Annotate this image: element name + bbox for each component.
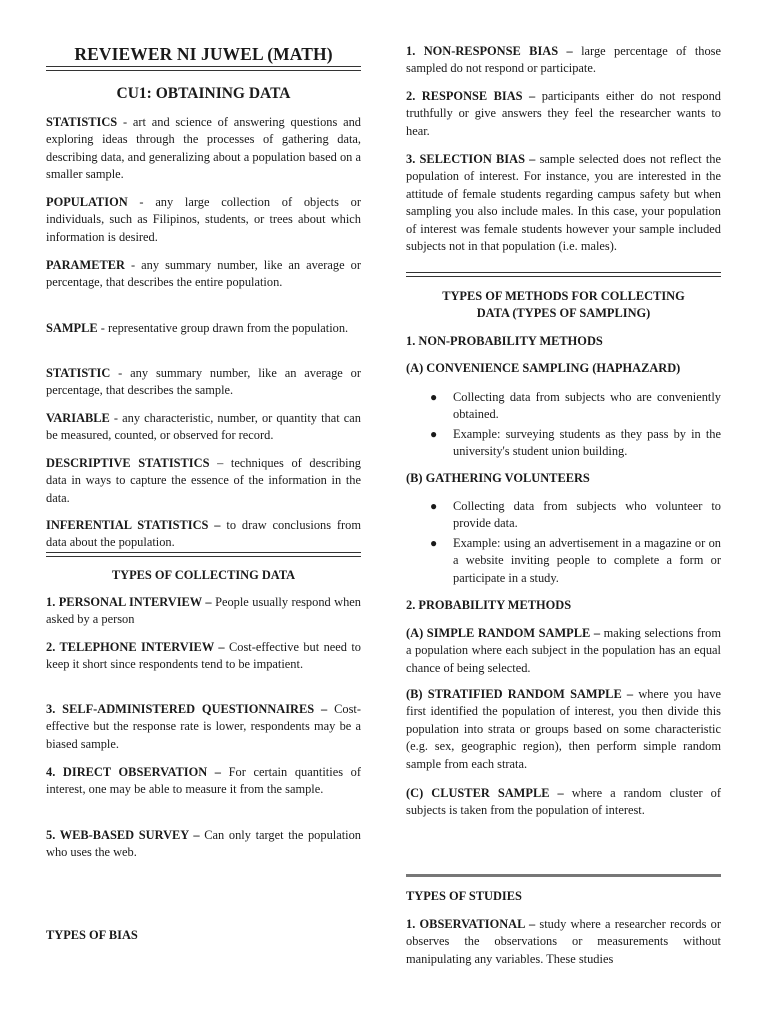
definition-term: INFERENTIAL STATISTICS – — [46, 518, 221, 532]
definition-population: POPULATION - any large collection of objects or individuals, such as Filipinos, students, or trees about which information is desired. — [46, 195, 362, 244]
prob-heading: 2. PROBABILITY METHODS — [406, 598, 572, 612]
definition-text: any summary number, like an average or percentage, that describes the sample. — [46, 366, 361, 398]
convenience-heading: (A) CONVENIENCE SAMPLING (HAPHAZARD) — [406, 361, 681, 375]
prob-method-text: where you have first identified the population of interest, you then divide this population into strata or groups based on some characteristic (e.g. sex, geographic region), then perform simple random sample from each strata. — [406, 687, 721, 771]
bullet-item: ● Example: using an advertisement in a magazine or on a website inviting people to complete a form or participate in a study. — [430, 535, 721, 585]
bias-term: 3. SELECTION BIAS – — [406, 152, 536, 166]
methods-heading-line-1: TYPES OF METHODS FOR COLLECTING — [442, 289, 685, 303]
prob-method-item — [406, 686, 721, 773]
bullet-icon: ● — [430, 426, 438, 441]
definition-sample: SAMPLE - representative group drawn from the population. — [46, 321, 349, 335]
bullet-item: ● Example: surveying students as they pass by in the university's student union building. — [430, 426, 721, 459]
section-divider — [406, 272, 721, 277]
definition-term: DESCRIPTIVE STATISTICS — [46, 456, 210, 470]
bias-item — [406, 88, 721, 140]
section-title: CU1: OBTAINING DATA — [116, 85, 291, 102]
bullet-item: ● Collecting data from subjects who volunteer to provide data. — [430, 499, 721, 531]
collecting-item — [46, 639, 361, 674]
page-title: REVIEWER NI JUWEL (MATH) — [74, 44, 333, 64]
volunteers-heading: (B) GATHERING VOLUNTEERS — [406, 471, 590, 485]
collecting-text: Can only target the population who uses the web. — [46, 828, 361, 860]
collecting-term: 5. WEB-BASED SURVEY – — [46, 828, 200, 842]
bias-term: 2. RESPONSE BIAS – — [406, 89, 536, 103]
prob-method-text: where a random cluster of subjects is taken from the population of interest. — [406, 786, 721, 818]
prob-method-item — [406, 625, 721, 677]
collecting-item — [46, 701, 361, 753]
bias-term: 1. NON-RESPONSE BIAS – — [406, 44, 573, 58]
prob-method-item — [406, 785, 721, 820]
collecting-term: 1. PERSONAL INTERVIEW – — [46, 595, 212, 609]
collecting-heading: TYPES OF COLLECTING DATA — [111, 568, 296, 582]
study-term: 1. OBSERVATIONAL – — [406, 917, 536, 931]
section-divider — [406, 874, 721, 877]
definition-text: any characteristic, number, or quantity that can be measured, counted, or observed for record. — [46, 411, 361, 443]
section-divider — [46, 552, 361, 557]
bias-text: large percentage of those sampled do not respond or participate. — [406, 44, 721, 76]
bias-item — [406, 43, 721, 78]
study-item — [406, 916, 721, 968]
bias-item — [406, 151, 721, 255]
definition-text: any summary number, like an average or percentage, that describes the entire population. — [46, 258, 361, 290]
definition-descriptive-statistics: DESCRIPTIVE STATISTICS – techniques of describing data in ways to capture the essence of the information in the data. — [46, 456, 361, 505]
definition-term: VARIABLE — [46, 411, 110, 425]
collecting-item — [46, 827, 361, 862]
definition-term: POPULATION — [46, 195, 128, 209]
nonprob-heading: 1. NON-PROBABILITY METHODS — [406, 334, 603, 348]
definition-term: PARAMETER — [46, 258, 125, 272]
collecting-item — [46, 594, 361, 629]
bullet-icon: ● — [430, 390, 438, 404]
definition-text: art and science of answering questions and exploring ideas through the processes of gathering data, describing data, and generalizing about a population based on a smaller sample. — [46, 115, 361, 182]
bullet-icon: ● — [430, 499, 438, 513]
collecting-text: Cost-effective but the response rate is lower, respondents may be a biased sample. — [46, 702, 361, 751]
definition-statistic: STATISTIC - any summary number, like an average or percentage, that describes the sample. — [46, 366, 361, 398]
collecting-text: Cost-effective but need to keep it short since respondents tend to be impatient. — [46, 640, 361, 672]
definition-variable: VARIABLE - any characteristic, number, or quantity that can be measured, counted, or observed for record. — [46, 411, 361, 443]
definition-text: representative group drawn from the population. — [107, 321, 349, 335]
studies-heading: TYPES OF STUDIES — [406, 889, 522, 903]
definition-term: STATISTIC — [46, 366, 111, 380]
definition-parameter: PARAMETER - any summary number, like an average or percentage, that describes the entire population. — [46, 258, 361, 290]
prob-method-term: (B) STRATIFIED RANDOM SAMPLE – — [406, 687, 634, 701]
methods-heading-line-2: DATA (TYPES OF SAMPLING) — [476, 306, 651, 320]
bullet-item: ● Collecting data from subjects who are conveniently obtained. — [430, 390, 721, 422]
definition-inferential-statistics — [46, 517, 361, 552]
definition-term: SAMPLE — [46, 321, 98, 335]
collecting-item — [46, 764, 361, 799]
bias-text: participants either do not respond truthfully or give answers they feel the researcher wants to hear. — [406, 89, 721, 138]
definition-statistics: STATISTICS - art and science of answering questions and exploring ideas through the processes of gathering data, describing data, and generalizing about a population based on a smaller sample. — [46, 115, 361, 182]
bullet-icon: ● — [430, 535, 438, 550]
collecting-term: 2. TELEPHONE INTERVIEW – — [46, 640, 225, 654]
study-text: study where a researcher records or observes the observations or measurements without manipulating any variables. These studies — [406, 917, 721, 966]
definition-term: STATISTICS — [46, 115, 118, 129]
prob-method-term: (C) CLUSTER SAMPLE – — [406, 786, 564, 800]
definition-text: techniques of describing data in ways to capture the essence of the information in the data. — [46, 456, 361, 505]
collecting-term: 4. DIRECT OBSERVATION – — [46, 765, 221, 779]
bias-text: sample selected does not reflect the population of interest. For instance, you are interested in the attitude of female students regarding campus safety but when sampling you also include males. In this case, your population of interest was female students however your sample included subjects not in that population (i.e. males). — [406, 152, 721, 254]
collecting-text: For certain quantities of interest, one may be able to measure it from the sample. — [46, 765, 361, 797]
volunteers-bullet-list — [406, 498, 721, 589]
convenience-bullet-list — [406, 389, 721, 463]
definition-text: to draw conclusions from data about the population. — [46, 518, 361, 550]
collecting-term: 3. SELF-ADMINISTERED QUESTIONNAIRES – — [46, 702, 328, 716]
prob-method-text: making selections from a population where each subject in the population has an equal chance of being selected. — [406, 626, 721, 675]
collecting-text: People usually respond when asked by a person — [46, 595, 361, 627]
definition-text: any large collection of objects or individuals, such as Filipinos, students, or trees about which information is desired. — [46, 195, 362, 244]
prob-method-term: (A) SIMPLE RANDOM SAMPLE – — [406, 626, 601, 640]
bias-heading: TYPES OF BIAS — [46, 928, 138, 942]
title-divider — [46, 66, 361, 71]
